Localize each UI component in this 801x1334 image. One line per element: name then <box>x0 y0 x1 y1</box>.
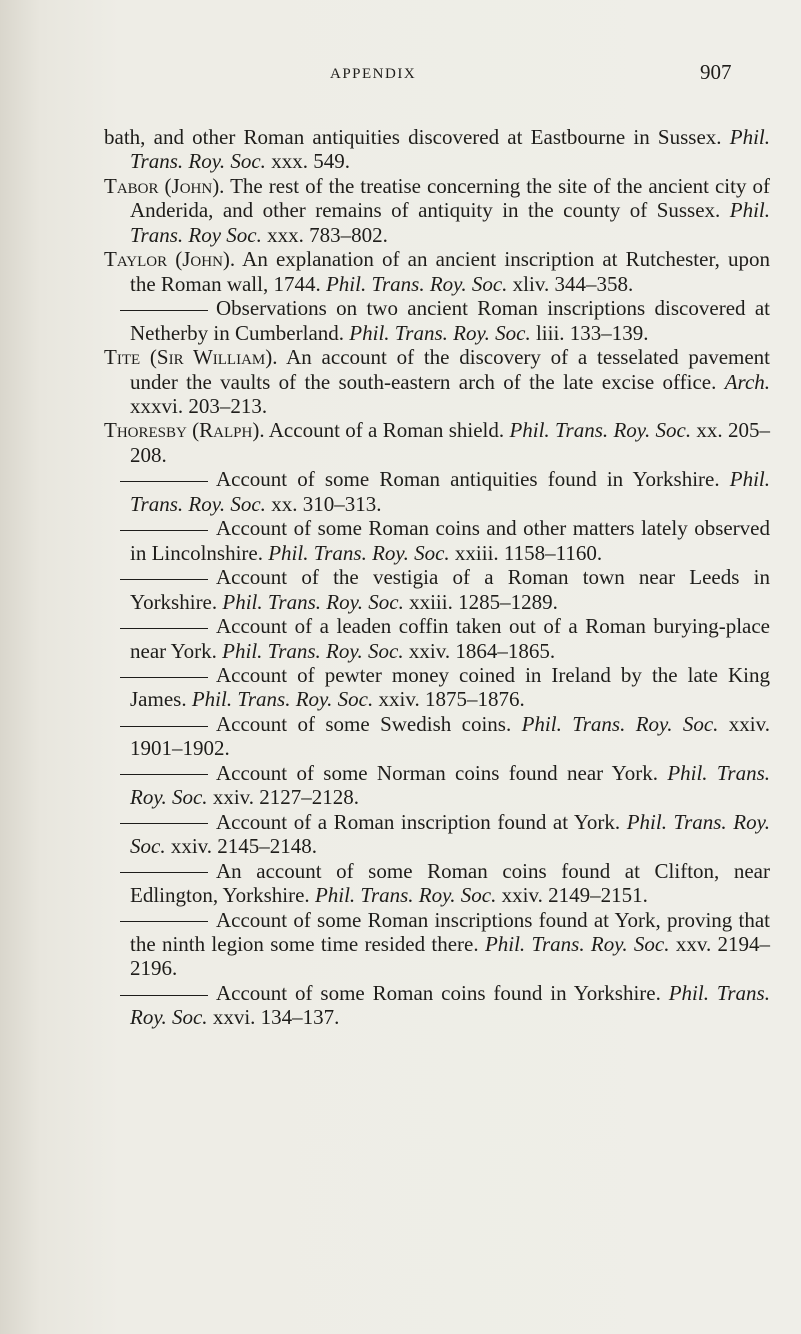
entry-journal: Phil. Trans. Roy. Soc. <box>130 980 770 1030</box>
ditto-dash <box>120 921 208 922</box>
entry-reference: xxiv. 1864–1865. <box>408 638 556 663</box>
entry-journal: Phil. Trans. Roy. Soc. <box>130 809 770 859</box>
entry-reference: xx. 205–208. <box>130 418 770 467</box>
bibliography-entry <box>104 981 770 1030</box>
entry-reference: xxiv. 2127–2128. <box>212 785 360 810</box>
entry-journal: Phil. Trans. Roy. Soc. <box>130 760 770 810</box>
entry-title: Account of a leaden coffin taken out of a Roman burying-place near York. <box>130 614 770 663</box>
entry-reference: xxiv. 2149–2151. <box>501 883 648 908</box>
bibliography-entry <box>104 174 770 247</box>
ditto-dash <box>120 726 208 727</box>
entry-reference: xxiv. 1875–1876. <box>378 687 525 712</box>
entry-title: An explanation of an ancient inscription at Rutchester, upon the Roman wall, 1744. <box>130 247 771 296</box>
entry-journal: Phil. Trans. Roy. Soc. <box>191 687 374 712</box>
entry-reference: xxiv. 1901–1902. <box>130 711 770 761</box>
ditto-dash <box>120 530 208 531</box>
ditto-dash <box>120 628 208 629</box>
entry-reference: liii. 133–139. <box>535 320 649 345</box>
entry-title: An account of the discovery of a tesselated pavement under the vaults of the south-eastern arch of the late excise office. <box>130 345 770 394</box>
entry-journal: Phil. Trans. Roy Soc. <box>130 198 771 247</box>
entry-journal: Phil. Trans. Roy. Soc. <box>325 271 508 296</box>
entry-journal: Phil. Trans. Roy. Soc. <box>130 467 770 516</box>
bibliography-entry <box>104 345 770 418</box>
entry-reference: xxiv. 2145–2148. <box>170 834 318 859</box>
ditto-dash <box>120 677 208 678</box>
entry-title: The rest of the treatise concerning the site of the ancient city of Anderida, and other remains of antiquity in the county of Sussex. <box>130 173 770 223</box>
entry-reference: xxiii. 1158–1160. <box>454 540 603 565</box>
entry-reference: xxx. 549. <box>271 149 350 174</box>
entry-title: Account of a Roman inscription found at York. <box>216 809 621 834</box>
entry-reference: xliv. 344–358. <box>512 271 634 296</box>
entry-journal: Phil. Trans. Roy. Soc. <box>130 125 771 174</box>
page-header <box>0 60 801 90</box>
bibliography-entry <box>104 516 770 565</box>
bibliography-entry <box>104 908 770 981</box>
entry-journal: Phil. Trans. Roy. Soc. <box>314 883 497 908</box>
ditto-dash <box>120 774 208 775</box>
entry-reference: xxv. 2194–2196. <box>130 931 771 981</box>
entry-journal: Phil. Trans. Roy. Soc. <box>484 931 670 956</box>
entry-reference: xxx. 783–802. <box>267 222 388 247</box>
entry-title: Account of some Roman antiquities found in Yorkshire. <box>216 467 720 492</box>
ditto-dash <box>120 995 208 996</box>
bibliography-entry <box>104 712 770 761</box>
ditto-dash <box>120 872 208 873</box>
entry-title: bath, and other Roman antiquities discovered at Eastbourne in Sussex. <box>104 125 722 149</box>
entry-reference: xxxvi. 203–213. <box>130 393 268 418</box>
entry-title: Account of some Roman inscriptions found at York, proving that the ninth legion some time resided there. <box>130 907 770 956</box>
bibliography-entry <box>104 247 770 296</box>
entry-journal: Phil. Trans. Roy. Soc. <box>268 540 450 565</box>
entry-journal: Arch. <box>724 369 771 394</box>
entry-title: Account of pewter money coined in Ireland by the late King James. <box>130 662 770 712</box>
bibliography-entry <box>104 761 770 810</box>
page-number: 907 <box>700 60 732 84</box>
entry-journal: Phil. Trans. Roy. Soc. <box>222 589 404 614</box>
entry-title: Account of some Swedish coins. <box>216 711 512 736</box>
entry-author: Tite (Sir William). <box>104 345 278 370</box>
running-head: APPENDIX <box>330 66 417 82</box>
entry-reference: xxiii. 1285–1289. <box>409 589 558 614</box>
bibliography-entry <box>104 565 770 614</box>
entry-journal: Phil. Trans. Roy. Soc. <box>509 418 692 443</box>
ditto-dash <box>120 823 208 824</box>
bibliography-entry <box>104 810 770 859</box>
entry-title: Account of a Roman shield. <box>268 418 505 443</box>
entry-title: Observations on two ancient Roman inscriptions discovered at Netherby in Cumberland. <box>130 296 770 345</box>
bibliography-entry <box>104 296 770 345</box>
ditto-dash <box>120 481 208 482</box>
bibliography-list <box>104 125 770 1030</box>
bibliography-entry <box>104 859 770 908</box>
entry-journal: Phil. Trans. Roy. Soc. <box>349 320 531 345</box>
bibliography-entry <box>104 663 770 712</box>
entry-title: Account of some Roman coins found in Yorkshire. <box>216 980 661 1005</box>
bibliography-entry <box>104 614 770 663</box>
bibliography-entry <box>104 125 770 174</box>
entry-journal: Phil. Trans. Roy. Soc. <box>521 711 719 736</box>
entry-title: Account of the vestigia of a Roman town near Leeds in Yorkshire. <box>130 565 770 614</box>
entry-author: Taylor (John). <box>104 247 236 272</box>
entry-title: Account of some Roman coins and other matters lately observed in Lincolnshire. <box>130 516 770 565</box>
ditto-dash <box>120 310 208 311</box>
entry-title: Account of some Norman coins found near York. <box>216 760 658 785</box>
entry-reference: xxvi. 134–137. <box>212 1005 340 1030</box>
entry-journal: Phil. Trans. Roy. Soc. <box>222 638 404 663</box>
entry-reference: xx. 310–313. <box>271 491 382 516</box>
bibliography-entry <box>104 418 770 467</box>
entry-title: An account of some Roman coins found at Clifton, near Edlington, Yorkshire. <box>130 858 770 908</box>
ditto-dash <box>120 579 208 580</box>
entry-author: Tabor (John). <box>104 173 225 198</box>
bibliography-entry <box>104 467 770 516</box>
entry-author: Thoresby (Ralph). <box>104 418 265 443</box>
